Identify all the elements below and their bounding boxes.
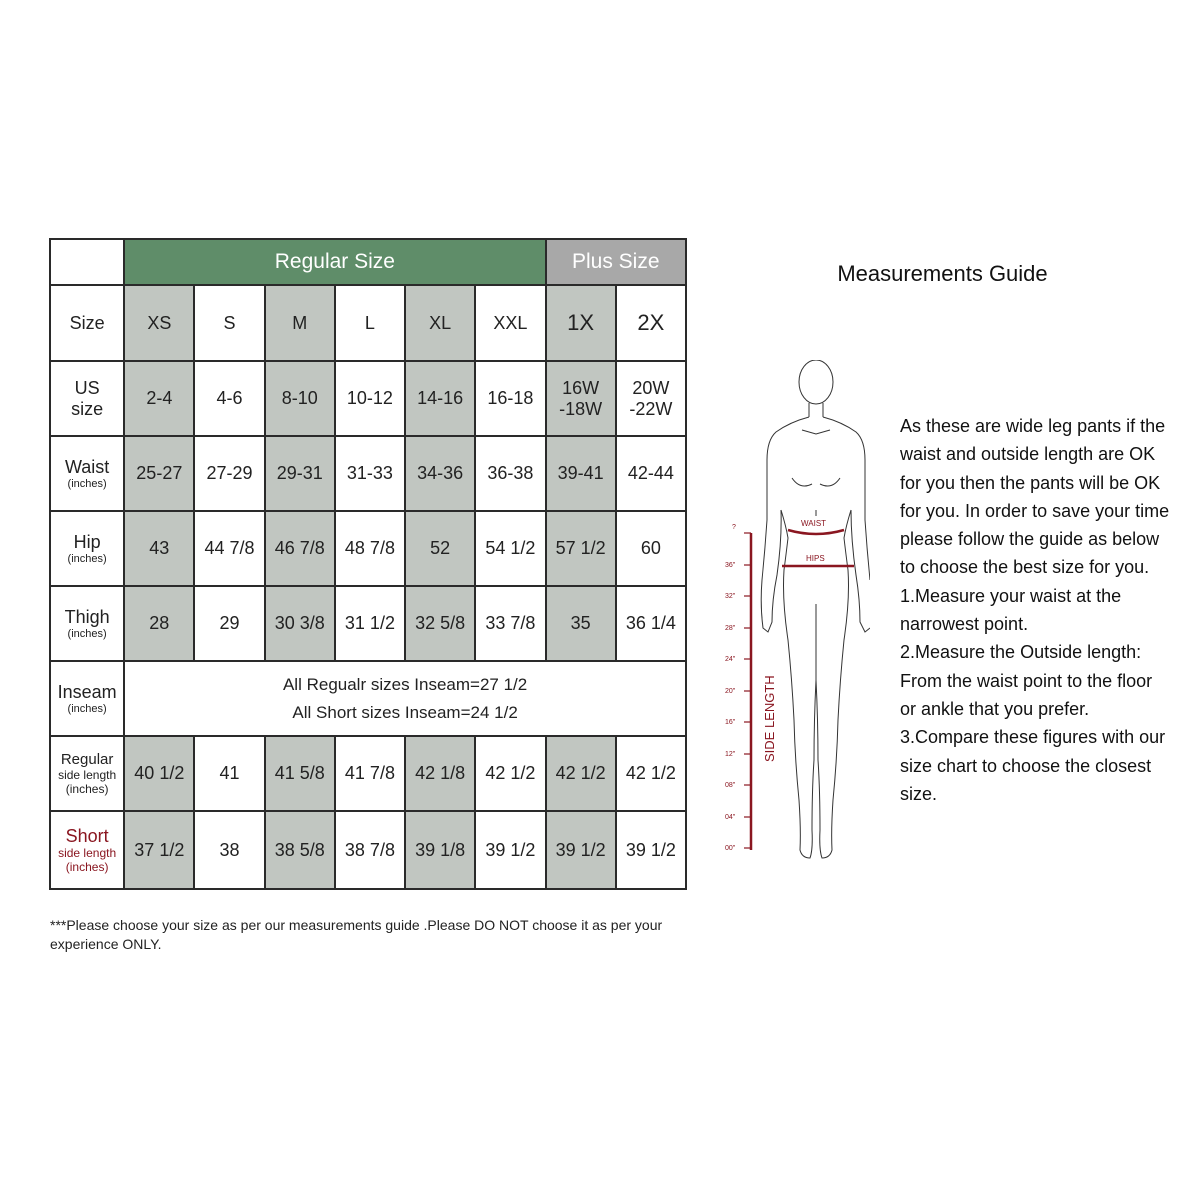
table-cell: 14-16 (405, 361, 475, 436)
table-cell: 41 7/8 (335, 736, 405, 811)
table-cell: 29 (194, 586, 264, 661)
waist-row (50, 436, 686, 511)
table-cell: 60 (616, 511, 686, 586)
table-cell: 40 1/2 (124, 736, 194, 811)
ruler-tick-label: 04" (725, 814, 736, 821)
footnote-text: ***Please choose your size as per our measurements guide .Please DO NOT choose it as per your experience ONLY. (50, 917, 663, 952)
us-size-row (50, 361, 686, 436)
row-label: US size (50, 361, 124, 436)
group-header-row (50, 239, 686, 285)
plus-size-header: Plus Size (546, 239, 686, 285)
corner-cell (50, 239, 124, 285)
ruler-tick-label: 36" (725, 562, 736, 569)
table-cell: 42 1/2 (546, 736, 616, 811)
table-cell: 38 (194, 811, 264, 889)
table-cell: 30 3/8 (265, 586, 335, 661)
size-row (50, 285, 686, 361)
body-figure-illustration (720, 360, 870, 895)
inseam-row (50, 661, 686, 736)
table-cell: 8-10 (265, 361, 335, 436)
guide-step-2: 2.Measure the Outside length: From the waist point to the floor or ankle that you prefer. (900, 642, 1153, 719)
measurements-guide-title: Measurements Guide (837, 261, 1048, 286)
table-cell: 42-44 (616, 436, 686, 511)
hip-row (50, 511, 686, 586)
table-cell: 27-29 (194, 436, 264, 511)
table-cell: 41 (194, 736, 264, 811)
row-label: Regular side length (inches) (50, 736, 124, 811)
table-cell: 39 1/2 (475, 811, 545, 889)
row-label: Thigh (inches) (50, 586, 124, 661)
table-cell: 36 1/4 (616, 586, 686, 661)
table-cell: 35 (546, 586, 616, 661)
size-cell: XS (124, 285, 194, 361)
inseam-short-text: All Short sizes Inseam=24 1/2 (292, 702, 518, 722)
table-cell: 28 (124, 586, 194, 661)
inseam-info-cell (124, 661, 686, 736)
guide-step-1: 1.Measure your waist at the narrowest point. (900, 585, 1122, 635)
table-cell: 38 7/8 (335, 811, 405, 889)
table-cell: 4-6 (194, 361, 264, 436)
ruler-tick-label: 28" (725, 625, 736, 632)
ruler-tick-label: 20" (725, 688, 736, 695)
size-cell: 1X (546, 285, 616, 361)
table-cell: 39-41 (546, 436, 616, 511)
thigh-row (50, 586, 686, 661)
side-length-ruler (725, 524, 777, 852)
side-length-label: SIDE LENGTH (762, 675, 777, 762)
table-cell: 37 1/2 (124, 811, 194, 889)
ruler-tick-label: 24" (725, 656, 736, 663)
row-label: Hip (inches) (50, 511, 124, 586)
table-cell: 32 5/8 (405, 586, 475, 661)
table-cell: 33 7/8 (475, 586, 545, 661)
ruler-tick-label: ? (732, 524, 736, 531)
table-cell: 10-12 (335, 361, 405, 436)
table-cell: 39 1/2 (616, 811, 686, 889)
regular-size-header: Regular Size (124, 239, 545, 285)
ruler-tick-label: 32" (725, 593, 736, 600)
table-cell: 34-36 (405, 436, 475, 511)
body-figure-svg (720, 360, 870, 890)
guide-intro-paragraph: As these are wide leg pants if the waist and outside length are OK for you then the pants will be OK for you. In order to save your time please follow the guide as below to choose the best size for you. (900, 416, 1170, 578)
ruler-tick-label: 00" (725, 845, 736, 852)
table-cell: 16W -18W (546, 361, 616, 436)
row-label: Size (50, 285, 124, 361)
table-cell: 57 1/2 (546, 511, 616, 586)
waist-marker (788, 519, 844, 534)
table-cell: 16-18 (475, 361, 545, 436)
table-cell: 54 1/2 (475, 511, 545, 586)
size-cell: L (335, 285, 405, 361)
size-cell: S (194, 285, 264, 361)
table-cell: 38 5/8 (265, 811, 335, 889)
table-cell: 29-31 (265, 436, 335, 511)
table-cell: 42 1/2 (475, 736, 545, 811)
hips-marker (782, 554, 854, 566)
table-cell: 42 1/2 (616, 736, 686, 811)
row-label: Waist (inches) (50, 436, 124, 511)
ruler-tick-label: 08" (725, 782, 736, 789)
table-cell: 31 1/2 (335, 586, 405, 661)
row-label: Inseam (inches) (50, 661, 124, 736)
table-cell: 39 1/8 (405, 811, 475, 889)
size-cell: 2X (616, 285, 686, 361)
regular-side-length-row (50, 736, 686, 811)
waist-label: WAIST (801, 519, 827, 528)
table-cell: 41 5/8 (265, 736, 335, 811)
ruler-tick-label: 12" (725, 751, 736, 758)
table-cell: 31-33 (335, 436, 405, 511)
size-cell: M (265, 285, 335, 361)
inseam-regular-text: All Regualr sizes Inseam=27 1/2 (282, 674, 528, 694)
table-cell: 46 7/8 (265, 511, 335, 586)
size-chart-table (49, 238, 687, 890)
short-side-length-row (50, 811, 686, 889)
guide-step-3: 3.Compare these figures with our size chart to choose the closest size. (900, 727, 1166, 804)
table-cell: 48 7/8 (335, 511, 405, 586)
table-cell: 52 (405, 511, 475, 586)
table-cell: 2-4 (124, 361, 194, 436)
row-label: Short side length (inches) (50, 811, 124, 889)
ruler-tick-label: 16" (725, 719, 736, 726)
table-cell: 44 7/8 (194, 511, 264, 586)
hips-label: HIPS (806, 554, 825, 563)
measurements-guide-text (900, 412, 1170, 808)
table-cell: 42 1/8 (405, 736, 475, 811)
table-cell: 43 (124, 511, 194, 586)
body-outline (761, 360, 870, 858)
table-cell: 39 1/2 (546, 811, 616, 889)
size-cell: XL (405, 285, 475, 361)
table-cell: 20W -22W (616, 361, 686, 436)
table-cell: 25-27 (124, 436, 194, 511)
table-cell: 36-38 (475, 436, 545, 511)
size-cell: XXL (475, 285, 545, 361)
